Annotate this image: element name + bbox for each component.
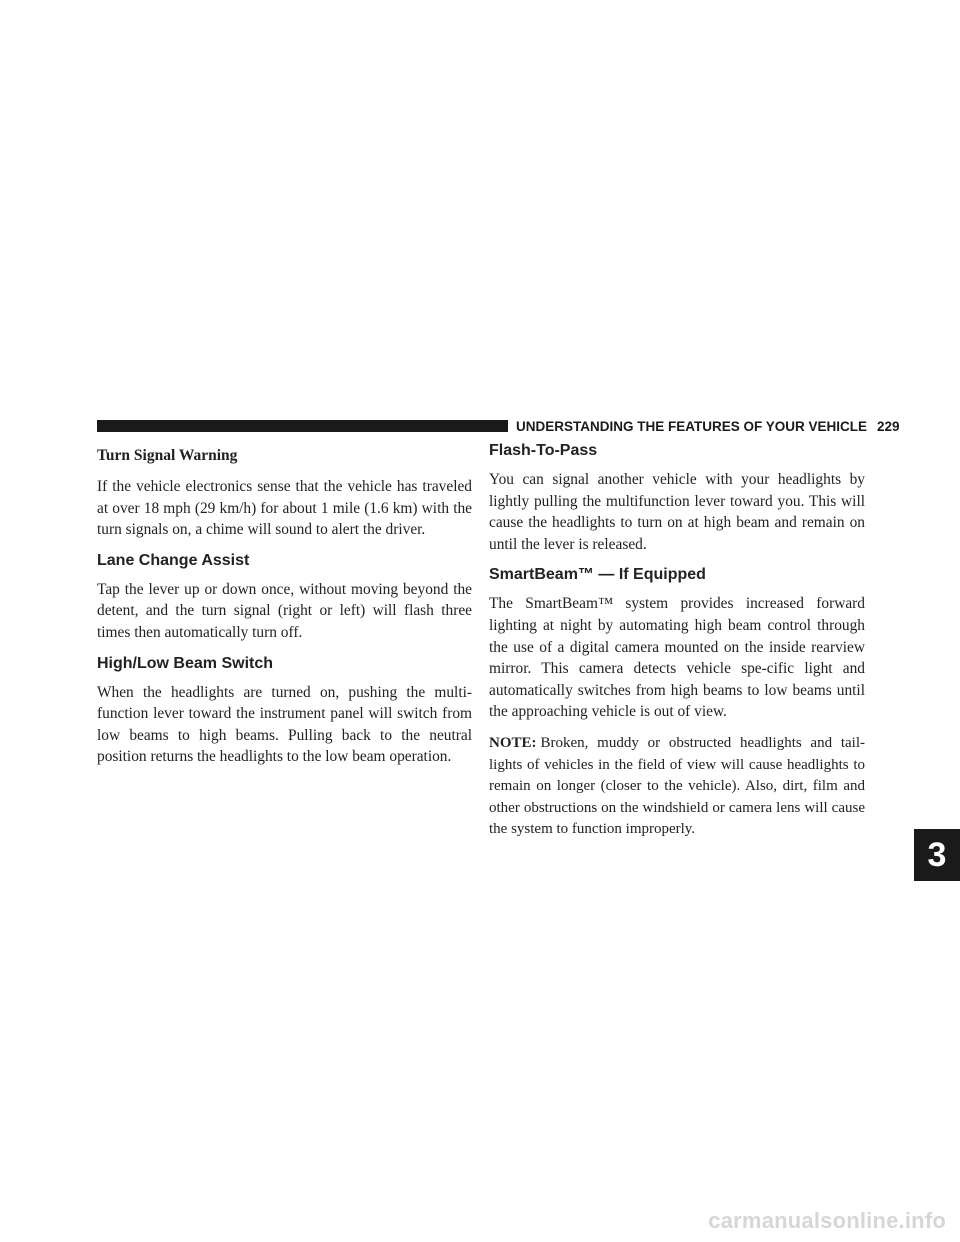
note-body: Broken, muddy or obstructed headlights and tail-lights of vehicles in the field of view will cause headlights to remain on longer (closer to the vehicle). Also, dirt, film and other obstructions on the windshield or camera lens will cause the system to function improperly.	[489, 734, 865, 838]
smartbeam-body: The SmartBeam™ system provides increased forward lighting at night by automating high beam control through the use of a digital camera mounted on the inside rearview mirror. This camera detects vehicle spe-cific light and automatically switches from high beams to low beams until the approaching vehicle is out of view.	[489, 595, 865, 721]
chapter-tab: 3	[914, 829, 960, 881]
left-column	[97, 440, 472, 778]
smartbeam-note	[489, 733, 865, 841]
right-column	[489, 440, 865, 851]
site-watermark: carmanualsonline.info	[708, 1208, 946, 1233]
high-low-beam-heading: High/Low Beam Switch	[97, 654, 274, 672]
lane-change-assist-heading: Lane Change Assist	[97, 551, 250, 569]
lane-change-assist-body: Tap the lever up or down once, without moving beyond the detent, and the turn signal (right or left) will flash three times then automatically turn off.	[97, 580, 472, 641]
high-low-beam-body: When the headlights are turned on, pushing the multi-function lever toward the instrument panel will switch from low beams to high beams. Pulling back to the neutral position returns the headlights to the low beam operation.	[97, 683, 472, 766]
flash-to-pass-heading: Flash-To-Pass	[489, 442, 598, 459]
section-title: UNDERSTANDING THE FEATURES OF YOUR VEHICLE	[516, 418, 868, 434]
flash-to-pass-body: You can signal another vehicle with your headlights by lightly pulling the multifunction lever toward you. This will cause the headlights to turn on at high beam and remain on until the lever is released.	[489, 471, 865, 553]
page-number: 229	[877, 418, 900, 434]
turn-signal-warning-body: If the vehicle electronics sense that the vehicle has traveled at over 18 mph (29 km/h) for about 1 mile (1.6 km) with the turn signals on, a chime will sound to alert the driver.	[97, 478, 472, 539]
turn-signal-warning-heading: Turn Signal Warning	[97, 447, 238, 464]
running-header	[508, 417, 900, 435]
note-label: NOTE:	[489, 734, 537, 751]
smartbeam-heading: SmartBeam™ — If Equipped	[489, 566, 706, 584]
